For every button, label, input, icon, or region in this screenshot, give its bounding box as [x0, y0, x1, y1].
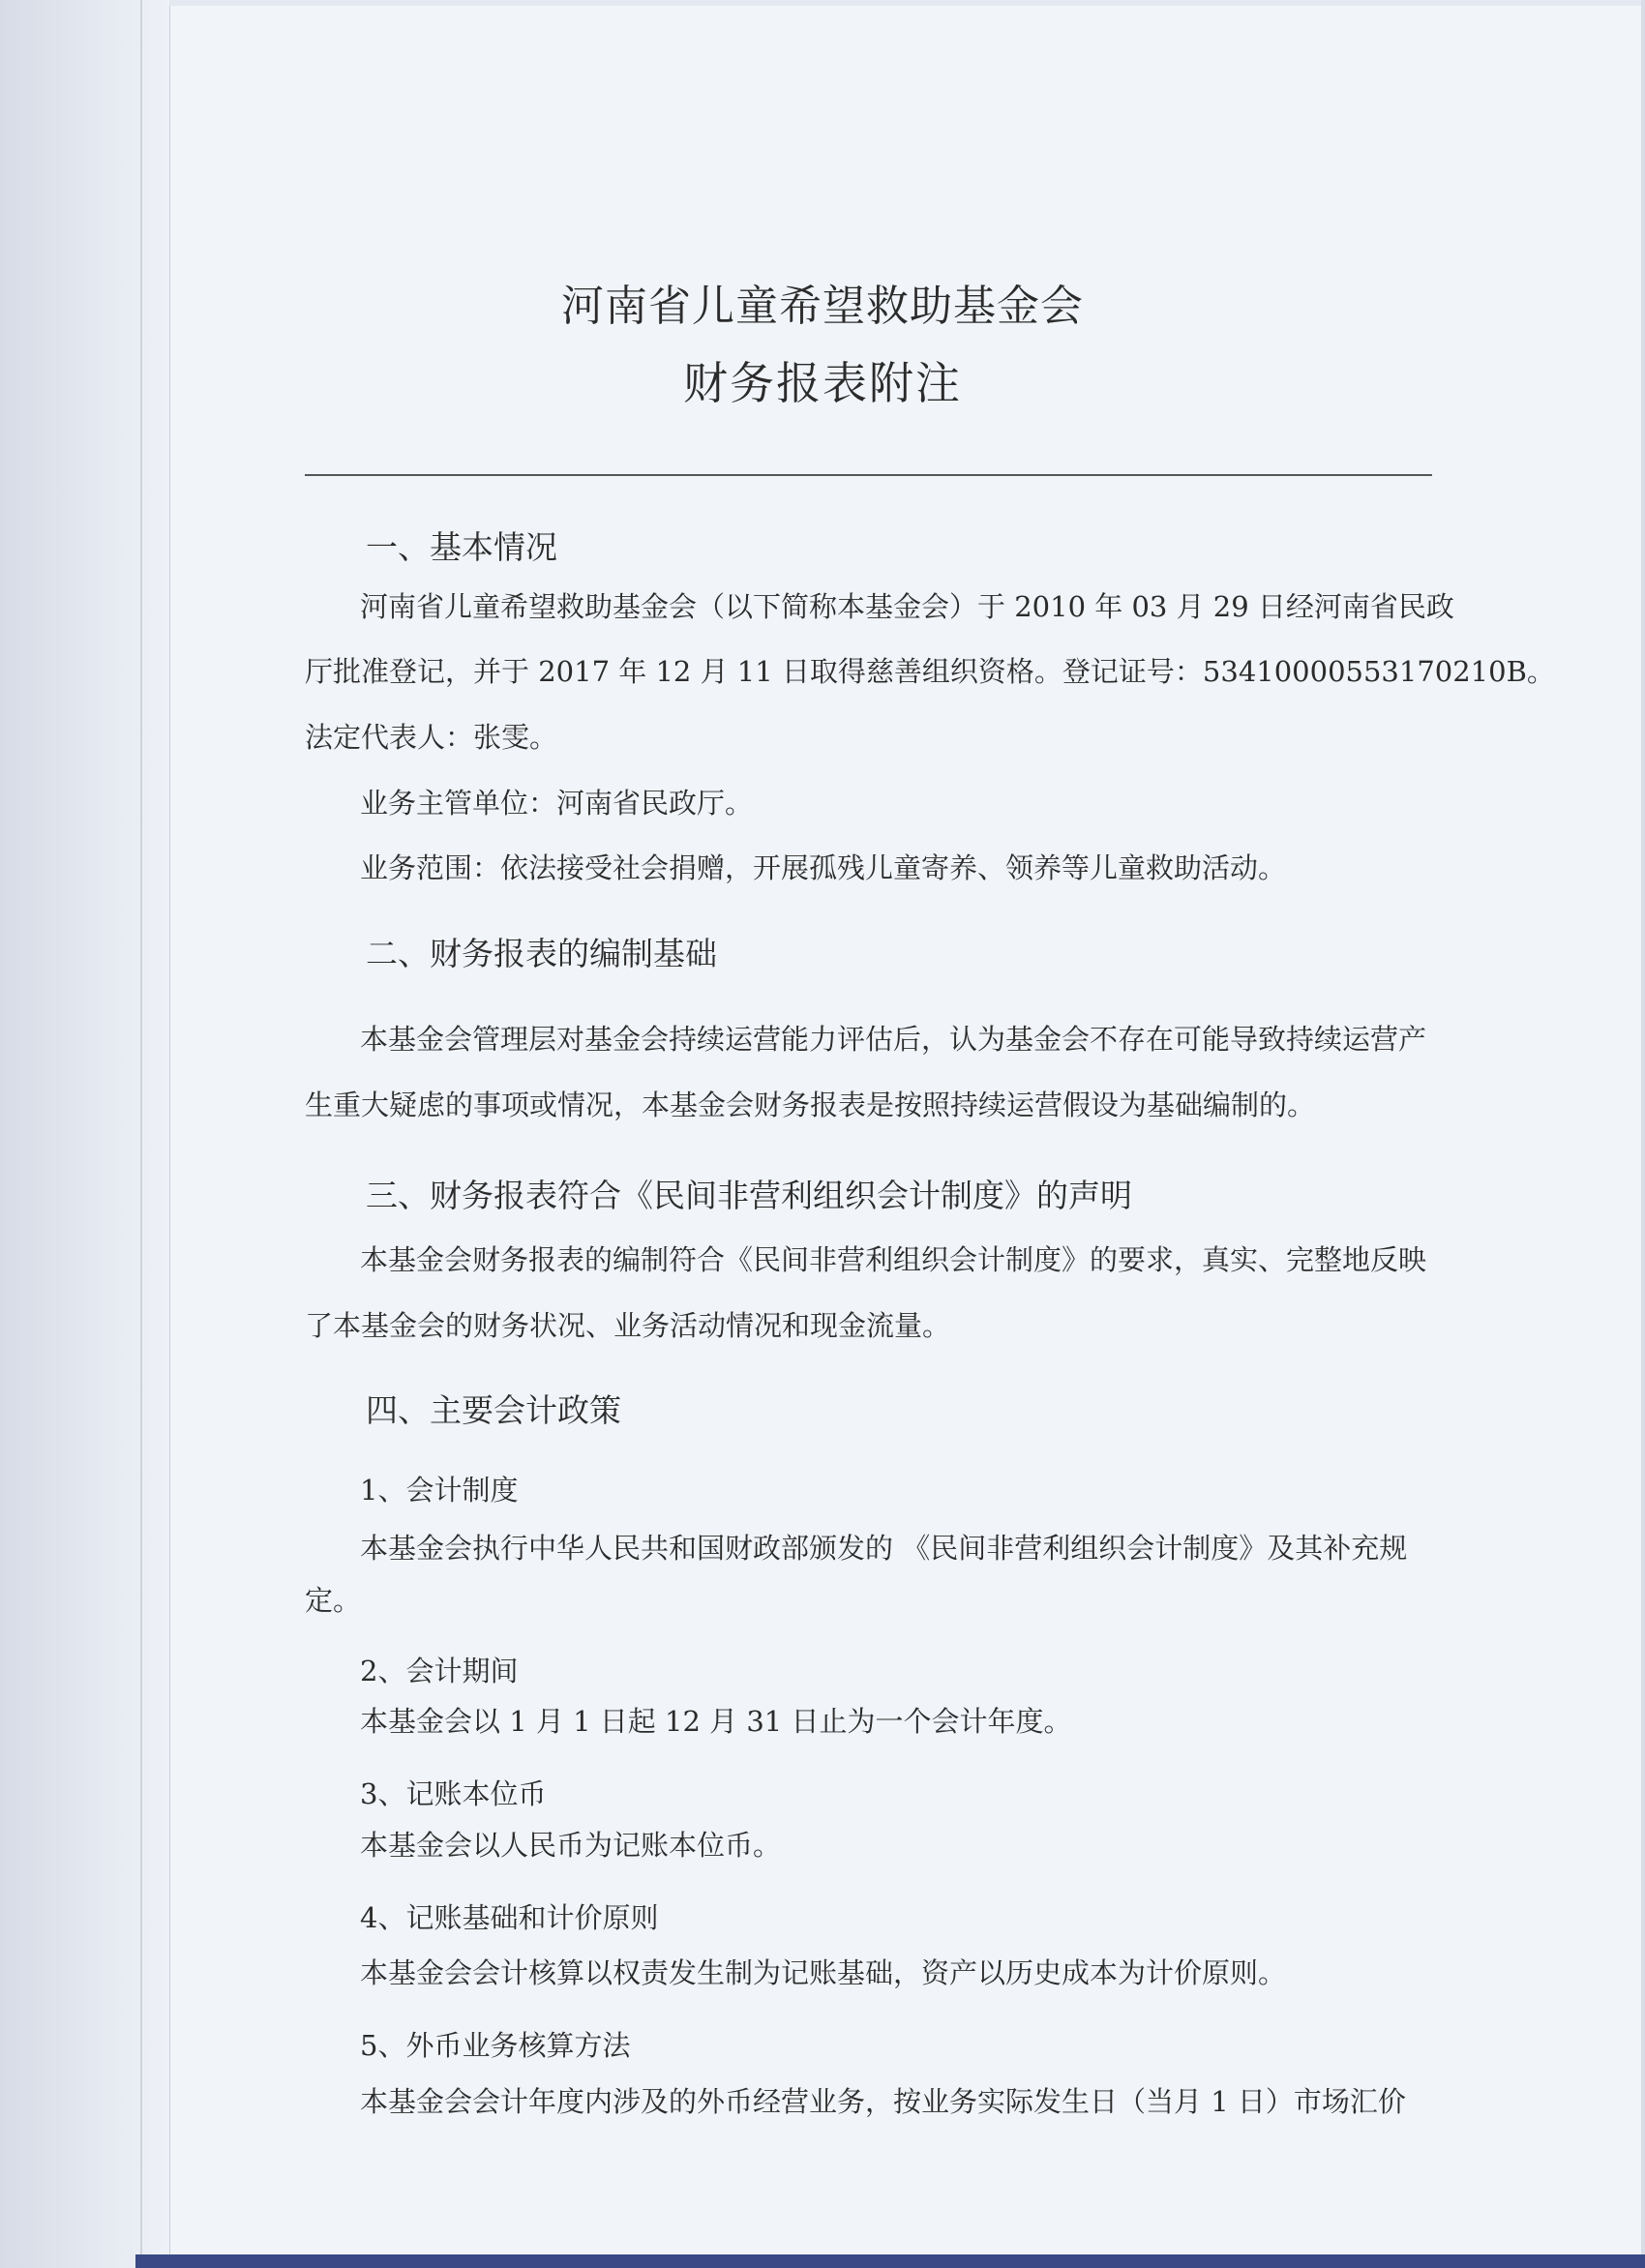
subsection-title: 2、会计期间 — [360, 1655, 519, 1687]
scan-top-edge — [169, 0, 1645, 6]
paragraph-line: 业务主管单位：河南省民政厅。 — [360, 787, 754, 820]
paragraph-line: 本基金会会计核算以权责发生制为记账基础，资产以历史成本为计价原则。 — [360, 1956, 1287, 1989]
subsection-title: 1、会计制度 — [360, 1474, 519, 1507]
paragraph-line: 法定代表人：张雯。 — [305, 721, 558, 754]
paragraph-line: 本基金会会计年度内涉及的外币经营业务，按业务实际发生日（当月 1 日）市场汇价 — [360, 2085, 1406, 2118]
binding-edge — [0, 0, 170, 2268]
paragraph-line: 了本基金会的财务状况、业务活动情况和现金流量。 — [305, 1309, 951, 1342]
subsection-title: 3、记账本位币 — [360, 1777, 547, 1810]
document-subtitle: 财务报表附注 — [683, 357, 962, 409]
paragraph-line: 本基金会以 1 月 1 日起 12 月 31 日止为一个会计年度。 — [360, 1705, 1072, 1738]
section-heading-compliance: 三、财务报表符合《民间非营利组织会计制度》的声明 — [366, 1177, 1132, 1214]
section-heading-policies: 四、主要会计政策 — [366, 1391, 621, 1429]
paragraph-line: 本基金会财务报表的编制符合《民间非营利组织会计制度》的要求，真实、完整地反映 — [360, 1243, 1427, 1276]
paragraph-line: 生重大疑虑的事项或情况，本基金会财务报表是按照持续运营假设为基础编制的。 — [305, 1089, 1316, 1121]
subsection-title: 4、记账基础和计价原则 — [360, 1901, 659, 1934]
paragraph-line: 本基金会管理层对基金会持续运营能力评估后，认为基金会不存在可能导致持续运营产 — [360, 1023, 1427, 1056]
section-heading-basic-info: 一、基本情况 — [366, 528, 557, 566]
cover-bottom-edge — [135, 2254, 1645, 2268]
scan-right-edge — [1641, 0, 1645, 2268]
paragraph-line: 定。 — [305, 1584, 362, 1617]
paragraph-line: 厅批准登记，并于 2017 年 12 月 11 日取得慈善组织资格。登记证号：53410000553170210B。 — [305, 655, 1555, 688]
section-heading-basis: 二、财务报表的编制基础 — [366, 935, 717, 972]
document-title: 河南省儿童希望救助基金会 — [561, 282, 1084, 331]
paragraph-line: 本基金会以人民币为记账本位币。 — [360, 1829, 782, 1862]
paragraph-line: 本基金会执行中华人民共和国财政部颁发的 《民间非营利组织会计制度》及其补充规 — [360, 1532, 1408, 1565]
subsection-title: 5、外币业务核算方法 — [360, 2029, 631, 2062]
title-divider — [305, 474, 1432, 476]
paragraph-line: 河南省儿童希望救助基金会（以下简称本基金会）于 2010 年 03 月 29 日经河南省民政 — [360, 590, 1454, 623]
paragraph-line: 业务范围：依法接受社会捐赠，开展孤残儿童寄养、领养等儿童救助活动。 — [360, 851, 1287, 884]
